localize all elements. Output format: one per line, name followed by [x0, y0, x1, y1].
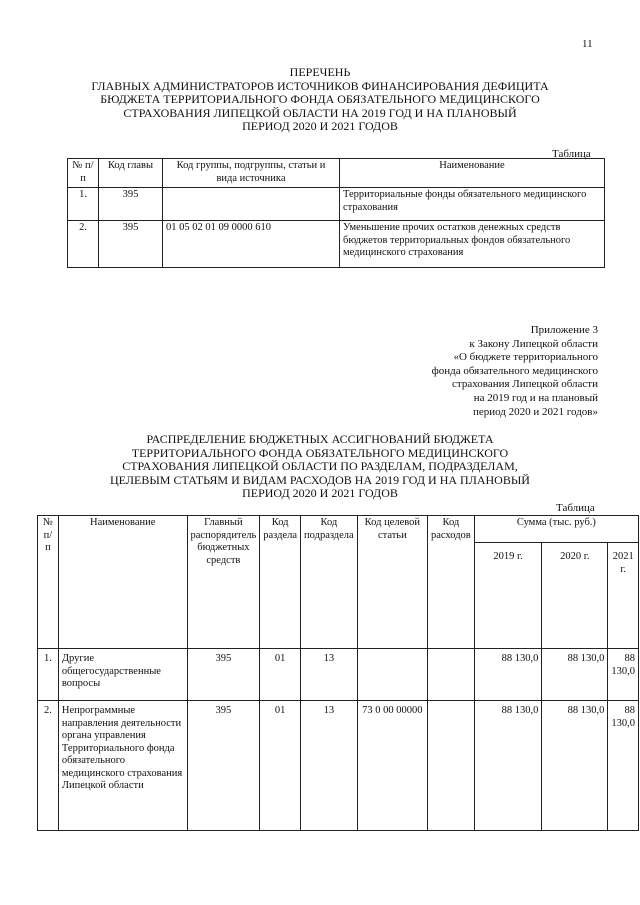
- col-header-name: Наименование: [340, 159, 605, 188]
- appendix-note: [432, 324, 598, 419]
- table-row: [38, 649, 639, 701]
- page-number: 11: [582, 38, 593, 50]
- cell-2021: 88 130,0: [608, 649, 639, 701]
- cell-code: 395: [99, 221, 163, 268]
- cell-manager: 395: [187, 649, 260, 701]
- cell-2020: 88 130,0: [542, 649, 608, 701]
- cell-num: 2.: [38, 701, 59, 831]
- col-header-2021: 2021 г.: [608, 543, 639, 649]
- cell-name: Уменьшение прочих остатков денежных средств бюджетов территориальных фондов обязательного медицинского страхования: [340, 221, 605, 268]
- table1-label: Таблица: [552, 148, 591, 160]
- col-header-subsection: Код подраздела: [301, 516, 358, 649]
- heading-line: ГЛАВНЫХ АДМИНИСТРАТОРОВ ИСТОЧНИКОВ ФИНАНСИРОВАНИЯ ДЕФИЦИТА: [91, 78, 549, 93]
- cell-subsection: 13: [301, 701, 358, 831]
- cell-num: 1.: [68, 188, 99, 221]
- cell-subsection: 13: [301, 649, 358, 701]
- col-header-manager: Главный распорядитель бюджетных средств: [187, 516, 260, 649]
- col-header-code: Код главы: [99, 159, 163, 188]
- heading-line: СТРАХОВАНИЯ ЛИПЕЦКОЙ ОБЛАСТИ НА 2019 ГОД И НА ПЛАНОВЫЙ: [123, 105, 517, 120]
- cell-name: Другие общегосударственные вопросы: [58, 649, 187, 701]
- table-row: [68, 188, 605, 221]
- cell-name: Непрограммные направления деятельности органа управления Территориального фонда обязательного медицинского страхования Липецкой области: [58, 701, 187, 831]
- appendix-line: страхования Липецкой области: [452, 378, 598, 391]
- table-header-row: [38, 516, 639, 543]
- col-header-num: № п/п: [38, 516, 59, 649]
- col-header-name: Наименование: [58, 516, 187, 649]
- table-row: [38, 701, 639, 831]
- cell-code: 395: [99, 188, 163, 221]
- heading-line: СТРАХОВАНИЯ ЛИПЕЦКОЙ ОБЛАСТИ ПО РАЗДЕЛАМ, ПОДРАЗДЕЛАМ,: [122, 459, 518, 473]
- cell-num: 2.: [68, 221, 99, 268]
- heading-line: ПЕРИОД 2020 И 2021 ГОДОВ: [242, 486, 398, 500]
- table2: [37, 515, 639, 831]
- appendix-line: «О бюджете территориального: [453, 351, 598, 364]
- col-header-sum: Сумма (тыс. руб.): [474, 516, 638, 543]
- cell-num: 1.: [38, 649, 59, 701]
- heading-line: РАСПРЕДЕЛЕНИЕ БЮДЖЕТНЫХ АССИГНОВАНИЙ БЮДЖЕТА: [146, 432, 494, 446]
- cell-manager: 395: [187, 701, 260, 831]
- cell-2019: 88 130,0: [474, 649, 542, 701]
- heading-line: ПЕРИОД 2020 И 2021 ГОДОВ: [242, 119, 398, 133]
- table1: [67, 158, 605, 268]
- table2-label: Таблица: [556, 502, 595, 514]
- col-header-section: Код раздела: [260, 516, 301, 649]
- appendix-line: фонда обязательного медицинского: [431, 364, 598, 377]
- col-header-num: № п/п: [68, 159, 99, 188]
- cell-expense: [427, 701, 474, 831]
- cell-target: 73 0 00 00000: [357, 701, 427, 831]
- heading-line: ПЕРЕЧЕНЬ: [289, 65, 351, 79]
- cell-section: 01: [260, 701, 301, 831]
- cell-target: [357, 649, 427, 701]
- appendix-line: Приложение 3: [530, 324, 598, 336]
- table2-heading: [0, 433, 640, 501]
- cell-2020: 88 130,0: [542, 701, 608, 831]
- appendix-line: на 2019 год и на плановый: [473, 391, 598, 404]
- appendix-line: к Закону Липецкой области: [469, 337, 598, 350]
- heading-line: ЦЕЛЕВЫМ СТАТЬЯМ И ВИДАМ РАСХОДОВ НА 2019 ГОД И НА ПЛАНОВЫЙ: [110, 472, 530, 487]
- table-header-row: [68, 159, 605, 188]
- appendix-line: период 2020 и 2021 годов»: [472, 405, 598, 418]
- heading-line: БЮДЖЕТА ТЕРРИТОРИАЛЬНОГО ФОНДА ОБЯЗАТЕЛЬНОГО МЕДИЦИНСКОГО: [100, 92, 540, 106]
- cell-2019: 88 130,0: [474, 701, 542, 831]
- cell-expense: [427, 649, 474, 701]
- col-header-group: Код группы, подгруппы, статьи и вида источника: [163, 159, 340, 188]
- cell-group: 01 05 02 01 09 0000 610: [163, 221, 340, 268]
- col-header-2019: 2019 г.: [474, 543, 542, 649]
- cell-name: Территориальные фонды обязательного медицинского страхования: [340, 188, 605, 221]
- cell-group: [163, 188, 340, 221]
- table-row: [68, 221, 605, 268]
- cell-section: 01: [260, 649, 301, 701]
- heading-line: ТЕРРИТОРИАЛЬНОГО ФОНДА ОБЯЗАТЕЛЬНОГО МЕДИЦИНСКОГО: [131, 445, 509, 460]
- cell-2021: 88 130,0: [608, 701, 639, 831]
- col-header-target: Код целевой статьи: [357, 516, 427, 649]
- col-header-2020: 2020 г.: [542, 543, 608, 649]
- table1-heading: [0, 66, 640, 134]
- col-header-expense: Код расходов: [427, 516, 474, 649]
